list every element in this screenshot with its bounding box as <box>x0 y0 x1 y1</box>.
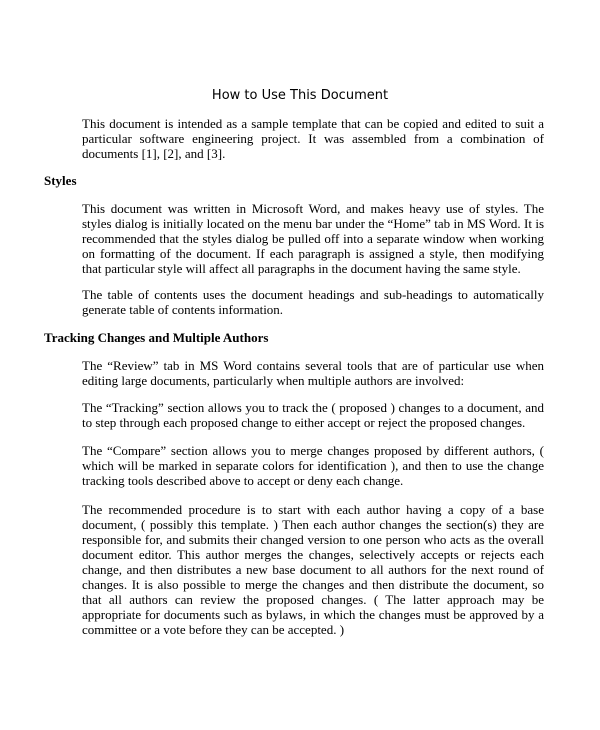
section-heading-styles: Styles <box>44 173 77 188</box>
tracking-paragraph-4: The recommended procedure is to start with each author having a copy of a base document, ( possibly this template. ) Then each author changes the section(s) they are responsible for, and submits their changed version to one person who acts as the overall document editor. This author merges the changes, selectively accepts or rejects each change, and then distributes a new base document to all authors for the next round of changes. It is also possible to merge the changes and then distribute the document, so that all authors can review the proposed changes. ( The latter approach may be appropriate for documents such as bylaws, in which the changes must be approved by a committee or a vote before they can be accepted. ) <box>82 502 544 637</box>
styles-paragraph-2: The table of contents uses the document headings and sub-headings to automatically generate table of contents information. <box>82 287 544 317</box>
tracking-paragraph-3: The “Compare” section allows you to merge changes proposed by different authors, ( which will be marked in separate colors for identification ), and then to use the change tracking tools described above to accept or deny each change. <box>82 443 544 488</box>
styles-paragraph-1: This document was written in Microsoft Word, and makes heavy use of styles. The styles dialog is initially located on the menu bar under the “Home” tab in MS Word. It is recommended that the styles dialog be pulled off into a separate window when working on formatting of the document. If each paragraph is assigned a style, then modifying that particular style will affect all paragraphs in the document having the same style. <box>82 201 544 276</box>
tracking-paragraph-1: The “Review” tab in MS Word contains several tools that are of particular use when editing large documents, particularly when multiple authors are involved: <box>82 358 544 388</box>
tracking-paragraph-2: The “Tracking” section allows you to track the ( proposed ) changes to a document, and to step through each proposed change to either accept or reject the proposed changes. <box>82 400 544 430</box>
section-heading-tracking: Tracking Changes and Multiple Authors <box>44 330 269 345</box>
intro-paragraph: This document is intended as a sample template that can be copied and edited to suit a particular software engineering project. It was assembled from a combination of documents [1], [2], and [3]. <box>82 116 544 161</box>
document-title: How to Use This Document <box>211 88 389 103</box>
